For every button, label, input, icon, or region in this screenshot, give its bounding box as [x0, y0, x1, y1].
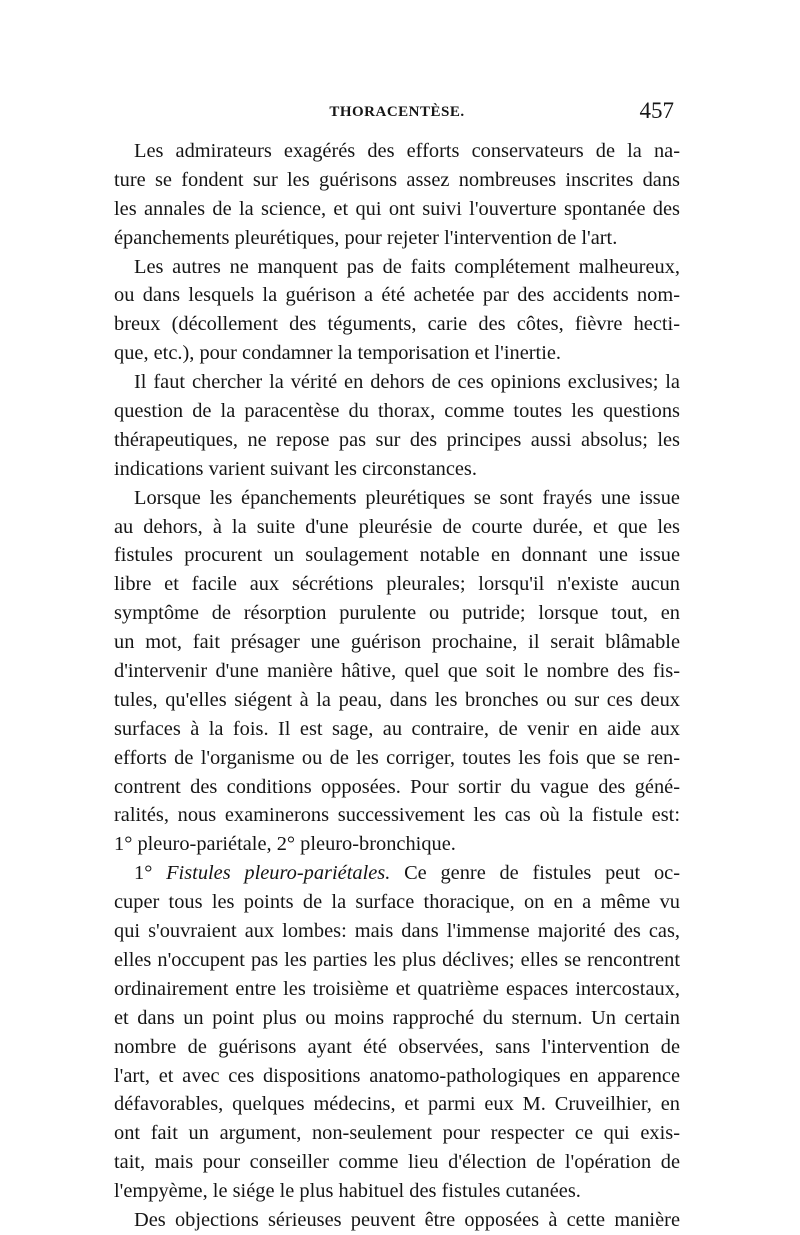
- text-line: tait, mais pour conseiller comme lieu d'élection de l'opération de: [114, 1151, 680, 1174]
- text-line: 1° pleuro-pariétale, 2° pleuro-bronchique.: [114, 833, 456, 856]
- text-line: d'intervenir d'une manière hâtive, quel que soit le nombre des fis-: [114, 660, 680, 683]
- page-header: [114, 98, 680, 132]
- text-line: symptôme de résorption purulente ou putride; lorsque tout, en: [114, 602, 680, 625]
- text-line: au dehors, à la suite d'une pleurésie de courte durée, et que les: [114, 515, 680, 538]
- text-line: ont fait un argument, non-seulement pour respecter ce qui exis-: [114, 1122, 680, 1145]
- text-line: tules, qu'elles siégent à la peau, dans les bronches ou sur ces deux: [114, 688, 680, 711]
- text-line: que, etc.), pour condamner la temporisation et l'inertie.: [114, 342, 562, 365]
- text-line: fistules procurent un soulagement notable en donnant une issue: [114, 544, 680, 567]
- text-line: breux (décollement des téguments, carie des côtes, fièvre hecti-: [114, 313, 680, 336]
- text-line: défavorables, quelques médecins, et parmi eux M. Cruveilhier, en: [114, 1093, 680, 1116]
- text-line: l'empyème, le siége le plus habituel des fistules cutanées.: [114, 1180, 581, 1203]
- text-line: Les admirateurs exagérés des efforts conservateurs de la na-: [134, 140, 680, 162]
- text-line: thérapeutiques, ne repose pas sur des principes aussi absolus; les: [114, 428, 680, 451]
- text-line: contrent des conditions opposées. Pour sortir du vague des géné-: [114, 775, 680, 798]
- text-line: ture se fondent sur les guérisons assez nombreuses inscrites dans: [114, 168, 680, 191]
- text-line: Lorsque les épanchements pleurétiques se sont frayés une issue: [134, 486, 680, 509]
- text-line: nombre de guérisons ayant été observées, sans l'intervention de: [114, 1035, 680, 1058]
- text-line: ralités, nous examinerons successivement les cas où la fistule est:: [114, 804, 680, 827]
- text-line: libre et facile aux sécrétions pleurales; lorsqu'il n'existe aucun: [114, 573, 680, 596]
- text-line: ordinairement entre les troisième et quatrième espaces intercostaux,: [114, 977, 680, 1000]
- section-number: 1°: [134, 862, 167, 885]
- running-head: THORACENTÈSE.: [329, 104, 465, 120]
- text-line: elles n'occupent pas les parties les plus déclives; elles se rencontrent: [114, 948, 680, 971]
- body-text: [114, 137, 680, 1235]
- text-line: les annales de la science, et qui ont suivi l'ouverture spontanée des: [114, 197, 680, 220]
- text-line: l'art, et avec ces dispositions anatomo-pathologiques en apparence: [114, 1064, 680, 1087]
- text-line: question de la paracentèse du thorax, comme toutes les questions: [114, 400, 680, 423]
- section-heading: Fistules pleuro-pariétales.: [166, 862, 391, 885]
- text-line: qui s'ouvraient aux lombes: mais dans l'immense majorité des cas,: [114, 920, 680, 943]
- text-line: Des objections sérieuses peuvent être opposées à cette manière: [134, 1208, 680, 1231]
- text-line: surfaces à la fois. Il est sage, au contraire, de venir en aide aux: [114, 717, 680, 740]
- line-text: Ce genre de fistules peut oc-: [390, 862, 680, 885]
- text-line: Il faut chercher la vérité en dehors de ces opinions exclusives; la: [134, 371, 680, 394]
- text-line: cuper tous les points de la surface thoracique, on en a même vu: [114, 891, 680, 914]
- text-line: efforts de l'organisme ou de les corriger, toutes les fois que se ren-: [114, 746, 680, 769]
- page-number: 457: [639, 98, 674, 123]
- text-line: Les autres ne manquent pas de faits complétement malheureux,: [134, 255, 680, 278]
- text-line: [114, 859, 680, 888]
- text-line: et dans un point plus ou moins rapproché du sternum. Un certain: [114, 1006, 680, 1029]
- text-line: ou dans lesquels la guérison a été achetée par des accidents nom-: [114, 284, 680, 307]
- text-line: épanchements pleurétiques, pour rejeter l'intervention de l'art.: [114, 226, 618, 249]
- text-line: indications varient suivant les circonstances.: [114, 457, 477, 480]
- text-line: un mot, fait présager une guérison prochaine, il serait blâmable: [114, 631, 680, 654]
